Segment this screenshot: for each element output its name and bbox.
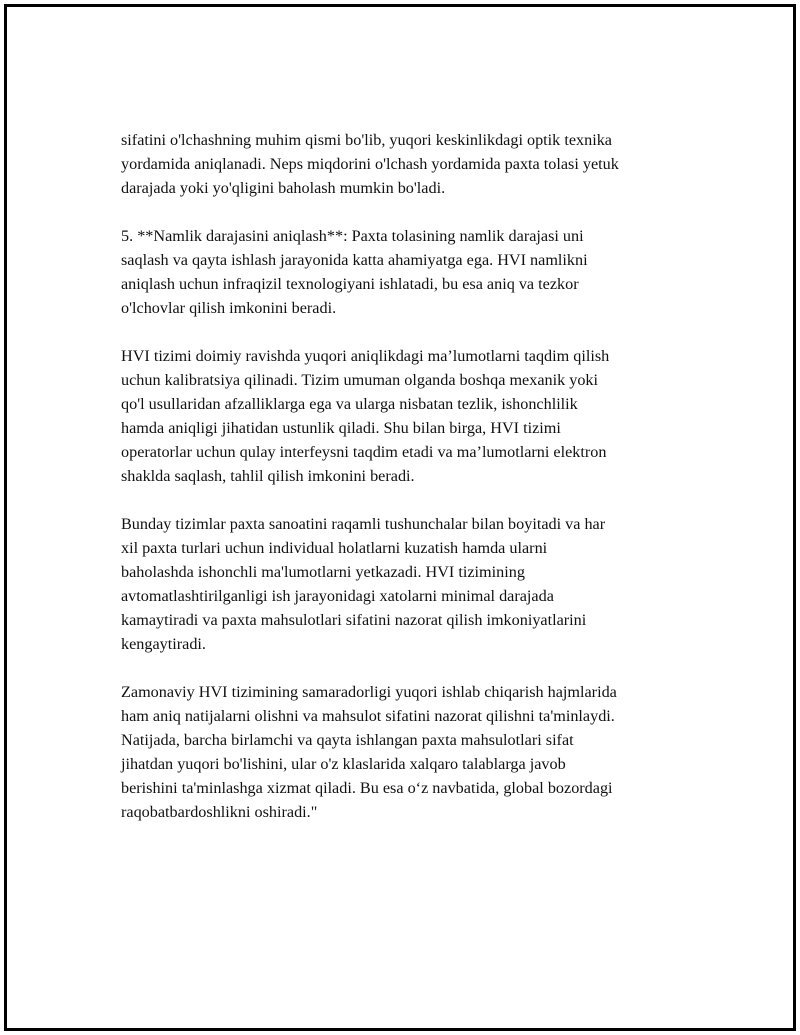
text-line: yordamida aniqlanadi. Neps miqdorini o'lchash yordamida paxta tolasi yetuk xyxy=(121,155,619,173)
text-line: avtomatlashtirilganligi ish jarayonidagi xatolarni minimal darajada xyxy=(121,587,554,605)
text-line: kengaytiradi. xyxy=(121,635,206,653)
text-line: aniqlash uchun infraqizil texnologiyani ishlatadi, bu esa aniq va tezkor xyxy=(121,275,579,293)
text-line: saqlash va qayta ishlash jarayonida katta ahamiyatga ega. HVI namlikni xyxy=(121,251,588,269)
text-line: kamaytiradi va paxta mahsulotlari sifatini nazorat qilish imkoniyatlarini xyxy=(121,611,587,629)
document-body xyxy=(121,128,711,848)
text-line: sifatini o'lchashning muhim qismi bo'lib, yuqori keskinlikdagi optik texnika xyxy=(121,131,612,149)
text-line: berishini ta'minlashga xizmat qiladi. Bu esa o‘z navbatida, global bozordagi xyxy=(121,779,613,797)
text-line: ham aniq natijalarni olishni va mahsulot sifatini nazorat qilishni ta'minlaydi. xyxy=(121,707,615,725)
text-line: Natijada, barcha birlamchi va qayta ishlangan paxta mahsulotlari sifat xyxy=(121,731,574,749)
text-line: HVI tizimi doimiy ravishda yuqori aniqlikdagi ma’lumotlarni taqdim qilish xyxy=(121,347,610,365)
text-line: baholashda ishonchli ma'lumotlarni yetkazadi. HVI tizimining xyxy=(121,563,525,581)
paragraph-neps-continuation xyxy=(121,128,711,200)
paragraph-industry xyxy=(121,512,711,656)
text-line: operatorlar uchun qulay interfeysni taqdim etadi va ma’lumotlarni elektron xyxy=(121,443,607,461)
text-line: o'lchovlar qilish imkonini beradi. xyxy=(121,299,337,317)
text-line: raqobatbardoshlikni oshiradi." xyxy=(121,803,318,821)
paragraph-moisture xyxy=(121,224,711,320)
paragraph-calibration xyxy=(121,344,711,488)
text-line: darajada yoki yo'qligini baholash mumkin bo'ladi. xyxy=(121,179,446,197)
text-line: shaklda saqlash, tahlil qilish imkonini beradi. xyxy=(121,467,415,485)
text-line: hamda aniqligi jihatidan ustunlik qiladi. Shu bilan birga, HVI tizimi xyxy=(121,419,561,437)
text-line: Zamonaviy HVI tizimining samaradorligi yuqori ishlab chiqarish hajmlarida xyxy=(121,683,617,701)
text-line: uchun kalibratsiya qilinadi. Tizim umuman olganda boshqa mexanik yoki xyxy=(121,371,599,389)
page-frame xyxy=(4,4,796,1031)
text-line: 5. **Namlik darajasini aniqlash**: Paxta tolasining namlik darajasi uni xyxy=(121,227,584,245)
text-line: qo'l usullaridan afzalliklarga ega va ularga nisbatan tezlik, ishonchlilik xyxy=(121,395,578,413)
text-line: xil paxta turlari uchun individual holatlarni kuzatish hamda ularni xyxy=(121,539,548,557)
text-line: Bunday tizimlar paxta sanoatini raqamli tushunchalar bilan boyitadi va har xyxy=(121,515,606,533)
text-line: jihatdan yuqori bo'lishini, ular o'z klaslarida xalqaro talablarga javob xyxy=(121,755,566,773)
paragraph-conclusion xyxy=(121,680,711,824)
